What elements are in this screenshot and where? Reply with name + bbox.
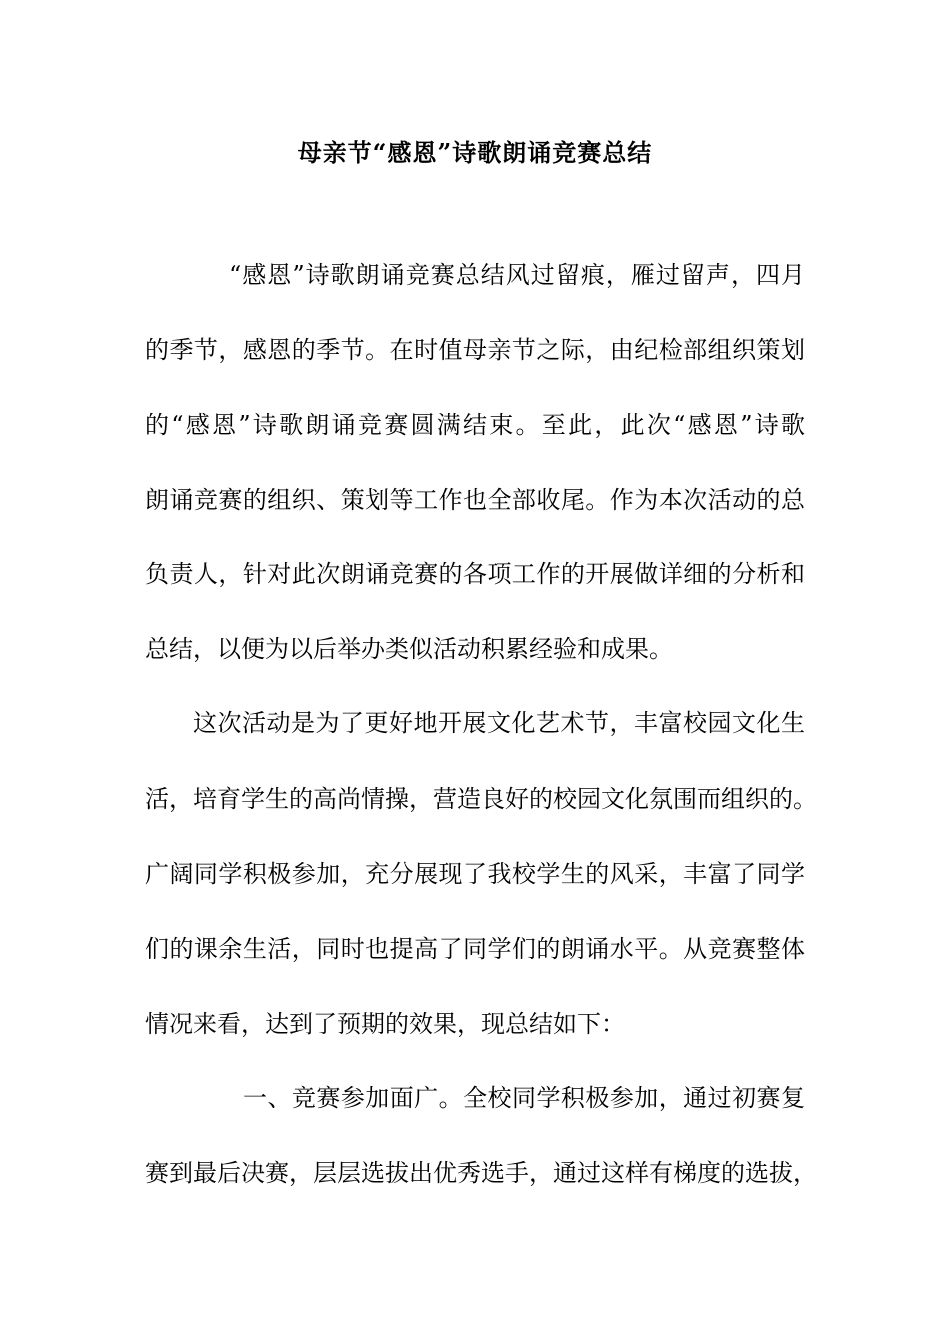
paragraph-line: 一、竞赛参加面广。全校同学积极参加，通过初赛复	[243, 1084, 805, 1112]
paragraph-line: “感恩”诗歌朗诵竞赛总结风过留痕，雁过留声，四月	[229, 261, 805, 289]
paragraph-line: 情况来看，达到了预期的效果，现总结如下：	[145, 1010, 625, 1038]
paragraph-line: 这次活动是为了更好地开展文化艺术节，丰富校园文化生	[193, 709, 805, 737]
paragraph-line: 活，培育学生的高尚情操，营造良好的校园文化氛围而组织的。	[145, 785, 817, 813]
paragraph-line: 赛到最后决赛，层层选拔出优秀选手，通过这样有梯度的选拔，	[145, 1159, 817, 1187]
paragraph-line: 负责人，针对此次朗诵竞赛的各项工作的开展做详细的分析和	[145, 560, 805, 588]
paragraph-line: 的“感恩”诗歌朗诵竞赛圆满结束。至此，此次“感恩”诗歌	[145, 411, 805, 439]
paragraph-line: 广阔同学积极参加，充分展现了我校学生的风采，丰富了同学	[145, 860, 805, 888]
page-title: 母亲节“感恩”诗歌朗诵竞赛总结	[297, 138, 653, 167]
paragraph-line: 总结，以便为以后举办类似活动积累经验和成果。	[145, 635, 673, 663]
paragraph-line: 们的课余生活，同时也提高了同学们的朗诵水平。从竞赛整体	[145, 935, 805, 963]
paragraph-line: 的季节，感恩的季节。在时值母亲节之际，由纪检部组织策划	[145, 336, 805, 364]
paragraph-line: 朗诵竞赛的组织、策划等工作也全部收尾。作为本次活动的总	[145, 486, 805, 514]
